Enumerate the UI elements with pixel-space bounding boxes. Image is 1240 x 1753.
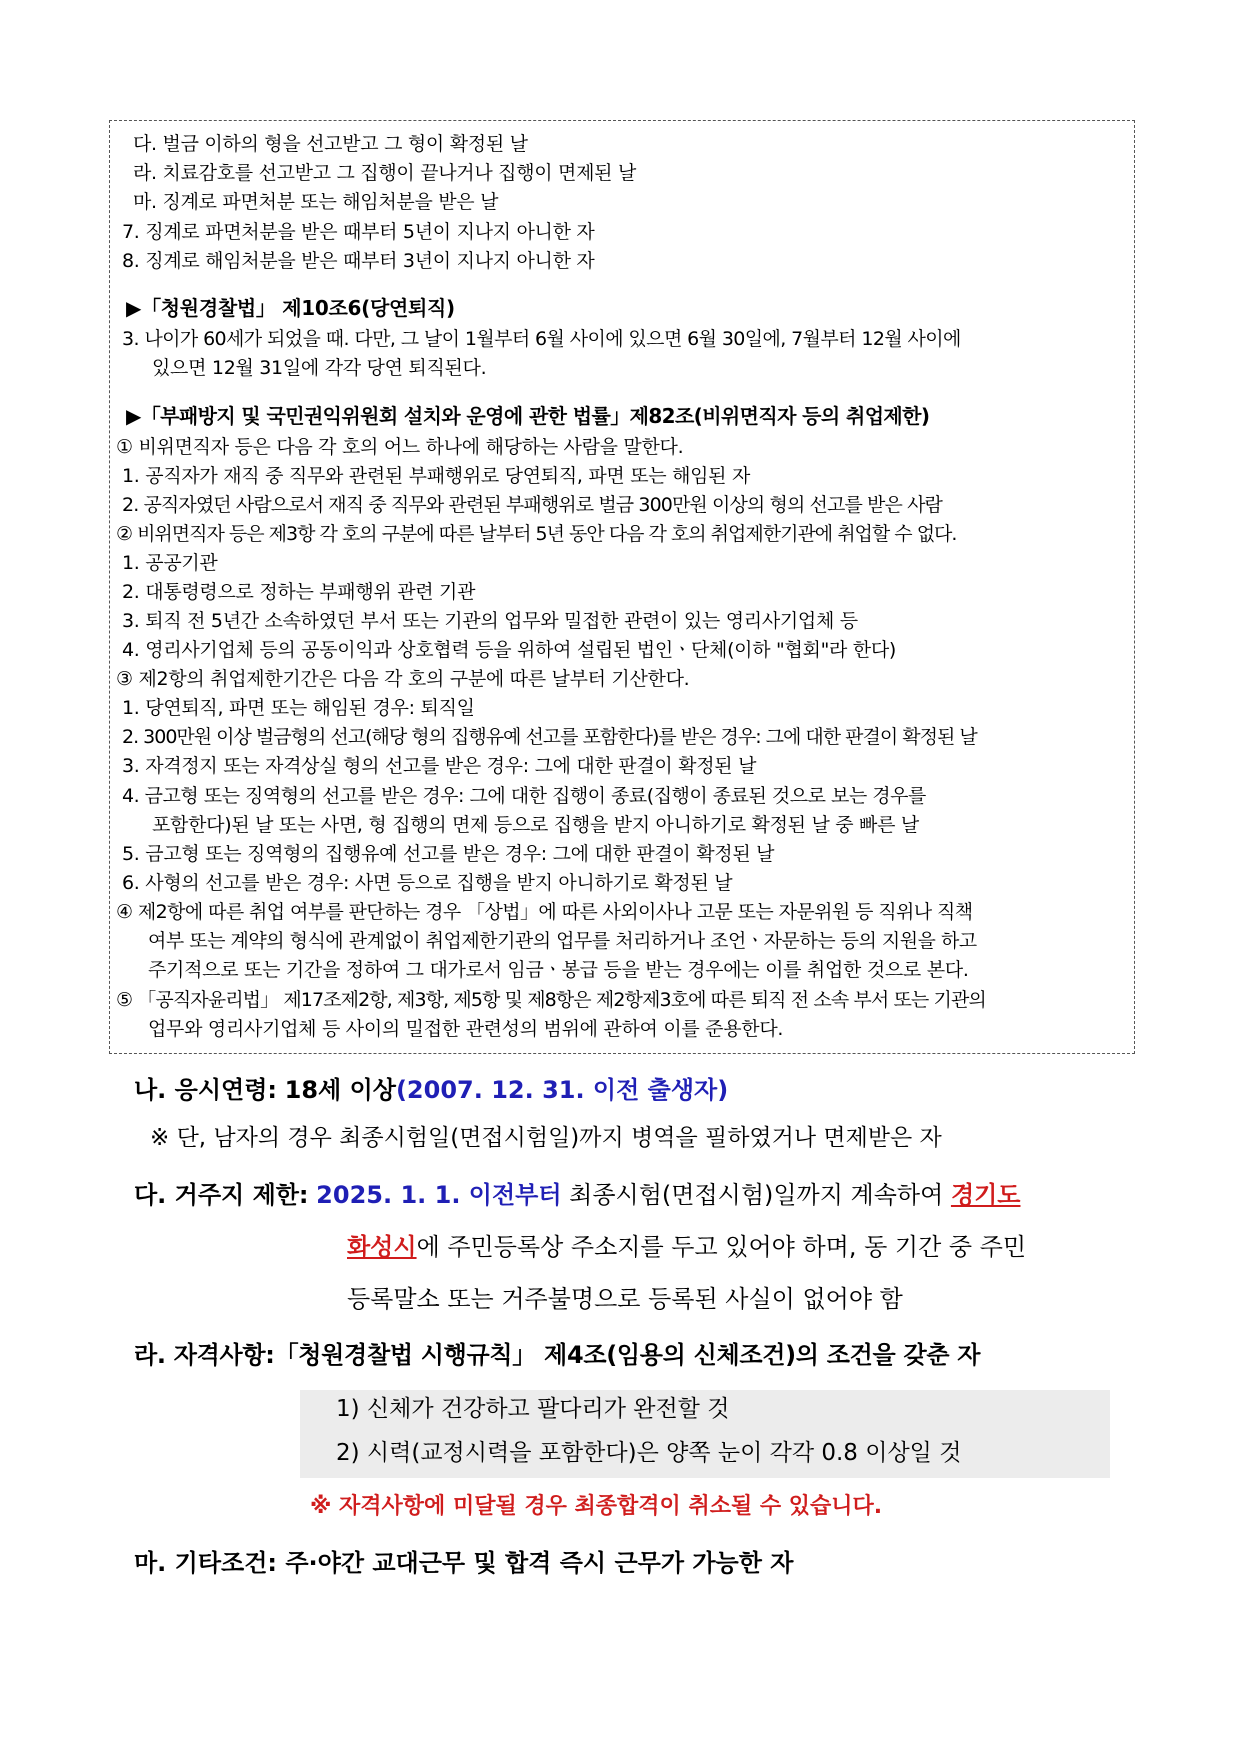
law-heading: ▶「청원경찰법」 제10조6(당연퇴직) bbox=[126, 296, 455, 320]
box-line: 4. 금고형 또는 징역형의 선고를 받은 경우: 그에 대한 집행이 종료(집행이 종료된 것으로 보는 경우를 bbox=[122, 785, 926, 807]
box-line: 업무와 영리사기업체 등 사이의 밀접한 관련성의 범위에 관하여 이를 준용한다. bbox=[148, 1018, 784, 1040]
age-value: 18세 이상 bbox=[284, 1076, 396, 1104]
box-line: 4. 영리사기업체 등의 공동이익과 상호협력 등을 위하여 설립된 법인ㆍ단체(이하 "협회"라 한다) bbox=[122, 639, 897, 661]
residence-label: 다. 거주지 제한: bbox=[134, 1181, 309, 1209]
box-line: 2. 대통령령으로 정하는 부패행위 관련 기관 bbox=[122, 581, 476, 603]
box-line: 3. 자격정지 또는 자격상실 형의 선고를 받은 경우: 그에 대한 판결이 확정된 날 bbox=[122, 755, 757, 777]
box-line: ① 비위면직자 등은 다음 각 호의 어느 하나에 해당하는 사람을 말한다. bbox=[116, 436, 684, 458]
box-line: 포함한다)된 날 또는 사면, 형 집행의 면제 등으로 집행을 받지 아니하기로 확정된 날 중 빠른 날 bbox=[152, 814, 919, 836]
box-line: 2. 300만원 이상 벌금형의 선고(해당 형의 집행유예 선고를 포함한다)를 받은 경우: 그에 대한 판결이 확정된 날 bbox=[122, 726, 977, 748]
residence-section bbox=[134, 1178, 1021, 1212]
box-line: 1. 당연퇴직, 파면 또는 해임된 경우: 퇴직일 bbox=[122, 697, 475, 719]
residence-text-2: 에 주민등록상 주소지를 두고 있어야 하며, 동 기간 중 주민 bbox=[416, 1233, 1027, 1261]
box-line: 1. 공직자가 재직 중 직무와 관련된 부패행위로 당연퇴직, 파면 또는 해임된 자 bbox=[122, 465, 751, 487]
qualification-warning: ※ 자격사항에 미달될 경우 최종합격이 취소될 수 있습니다. bbox=[310, 1494, 883, 1519]
age-highlight: (2007. 12. 31. 이전 출생자) bbox=[395, 1076, 729, 1104]
residence-line-2 bbox=[347, 1230, 1026, 1264]
qualification-item: 2) 시력(교정시력을 포함한다)은 양쪽 눈이 각각 0.8 이상일 것 bbox=[336, 1440, 962, 1466]
box-line: 여부 또는 계약의 형식에 관계없이 취업제한기관의 업무를 처리하거나 조언ㆍ자문하는 등의 지원을 하고 bbox=[148, 930, 977, 952]
age-section bbox=[134, 1073, 728, 1107]
box-line: 5. 금고형 또는 징역형의 집행유예 선고를 받은 경우: 그에 대한 판결이 확정된 날 bbox=[122, 843, 775, 865]
box-line: ③ 제2항의 취업제한기간은 다음 각 호의 구분에 따른 날부터 기산한다. bbox=[116, 668, 690, 690]
box-line: ② 비위면직자 등은 제3항 각 호의 구분에 따른 날부터 5년 동안 다음 각 호의 취업제한기관에 취업할 수 없다. bbox=[116, 523, 957, 545]
box-line: ⑤ 「공직자윤리법」 제17조제2항, 제3항, 제5항 및 제8항은 제2항제3호에 따른 퇴직 전 소속 부서 또는 기관의 bbox=[116, 989, 986, 1011]
box-line: 마. 징계로 파면처분 또는 해임처분을 받은 날 bbox=[133, 191, 499, 213]
box-line: 2. 공직자였던 사람으로서 재직 중 직무와 관련된 부패행위로 벌금 300만원 이상의 형의 선고를 받은 사람 bbox=[122, 494, 943, 516]
box-line: ④ 제2항에 따른 취업 여부를 판단하는 경우 「상법」에 따른 사외이사나 고문 또는 자문위원 등 직위나 직책 bbox=[116, 901, 973, 923]
age-note: ※ 단, 남자의 경우 최종시험일(면접시험일)까지 병역을 필하였거나 면제받은 자 bbox=[150, 1125, 942, 1151]
residence-place-2: 화성시 bbox=[347, 1233, 417, 1261]
residence-text-3: 등록말소 또는 거주불명으로 등록된 사실이 없어야 함 bbox=[347, 1285, 903, 1313]
qualification-label: 라. 자격사항:「청원경찰법 시행규칙」 제4조(임용의 신체조건)의 조건을 갖춘 자 bbox=[134, 1341, 981, 1369]
box-line: 있으면 12월 31일에 각각 당연 퇴직된다. bbox=[152, 357, 487, 379]
residence-date: 2025. 1. 1. 이전부터 bbox=[316, 1181, 562, 1209]
box-line: 다. 벌금 이하의 형을 선고받고 그 형이 확정된 날 bbox=[133, 133, 528, 155]
box-line: 라. 치료감호를 선고받고 그 집행이 끝나거나 집행이 면제된 날 bbox=[133, 162, 637, 184]
box-line: 3. 나이가 60세가 되었을 때. 다만, 그 날이 1월부터 6월 사이에 있으면 6월 30일에, 7월부터 12월 사이에 bbox=[122, 328, 961, 350]
box-line: 주기적으로 또는 기간을 정하여 그 대가로서 임금ㆍ봉급 등을 받는 경우에는 이를 취업한 것으로 본다. bbox=[148, 959, 969, 981]
age-label: 나. 응시연령: bbox=[134, 1076, 277, 1104]
box-line: 7. 징계로 파면처분을 받은 때부터 5년이 지나지 아니한 자 bbox=[122, 221, 595, 243]
law-heading: ▶「부패방지 및 국민권익위원회 설치와 운영에 관한 법률」제82조(비위면직자 등의 취업제한) bbox=[126, 404, 930, 428]
other-label: 마. 기타조건: 주·야간 교대근무 및 합격 즉시 근무가 가능한 자 bbox=[134, 1549, 794, 1577]
residence-place-1: 경기도 bbox=[950, 1181, 1021, 1209]
qualification-item: 1) 신체가 건강하고 팔다리가 완전할 것 bbox=[336, 1396, 730, 1422]
box-line: 3. 퇴직 전 5년간 소속하였던 부서 또는 기관의 업무와 밀접한 관련이 있는 영리사기업체 등 bbox=[122, 610, 858, 632]
box-line: 8. 징계로 해임처분을 받은 때부터 3년이 지나지 아니한 자 bbox=[122, 250, 595, 272]
box-line: 6. 사형의 선고를 받은 경우: 사면 등으로 집행을 받지 아니하기로 확정된 날 bbox=[122, 872, 733, 894]
box-line: 1. 공공기관 bbox=[122, 552, 218, 574]
residence-text-1: 최종시험(면접시험)일까지 계속하여 bbox=[569, 1181, 944, 1209]
